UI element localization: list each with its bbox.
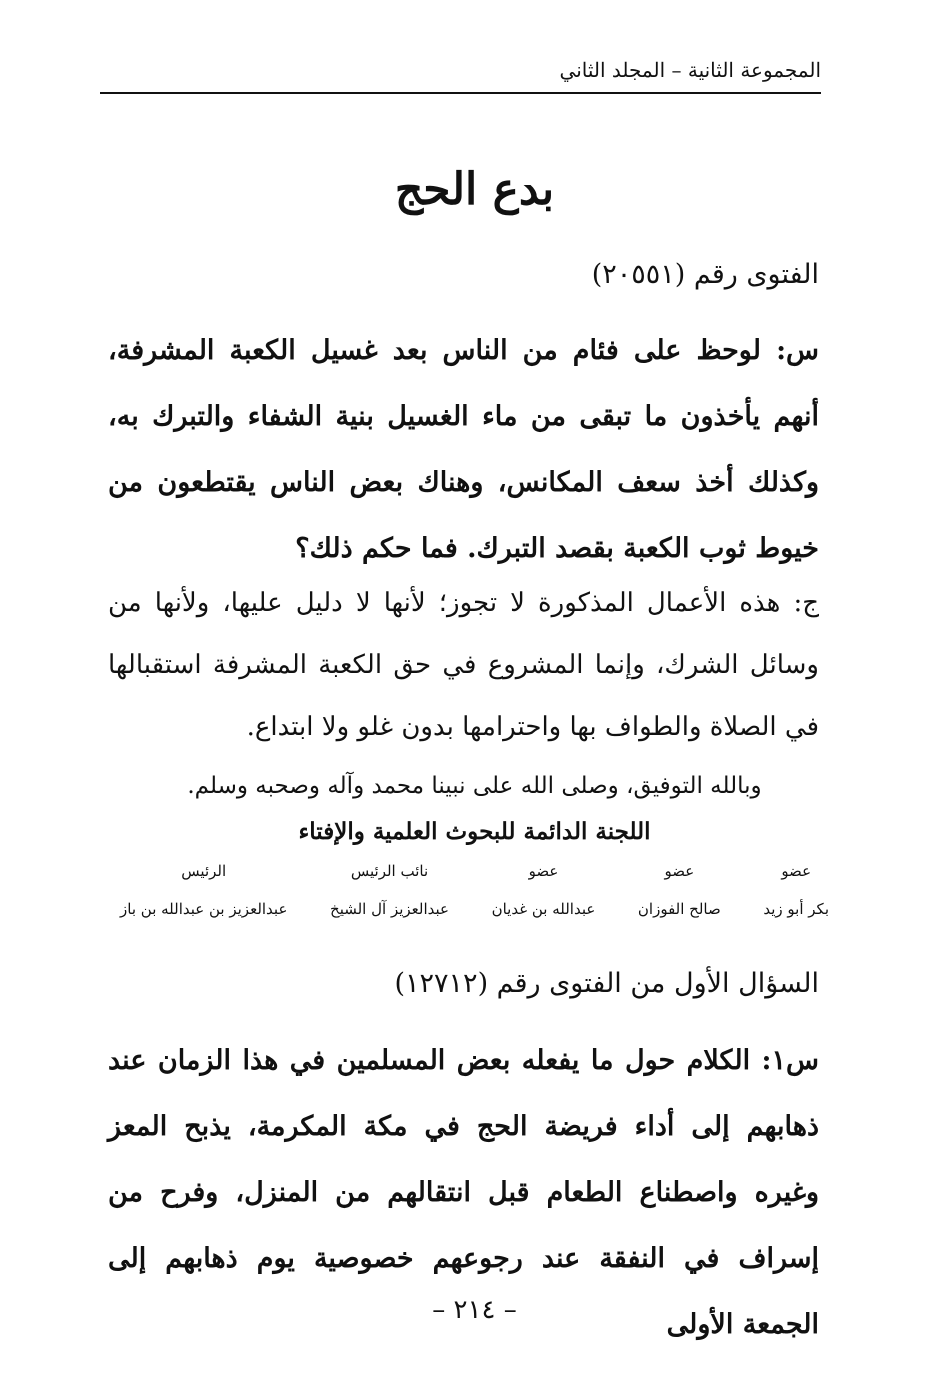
member-role: عضو (664, 862, 695, 880)
member-role: عضو (528, 862, 559, 880)
running-header (100, 52, 821, 94)
fatwa2-question: س١: الكلام حول ما يفعله بعض المسلمين في هذا الزمان عند ذهابهم إلى أداء فريضة الحج في مكة المكرمة، يذبح المعز وغيره واصطناع الطعام قبل انتقالهم من المنزل، وفرح من إسراف في النفقة عند رجوعهم خصوصية يوم ذهابهم إلى الجمعة الأولى (108, 1045, 819, 1340)
fatwa-question: س: لوحظ على فئام من الناس بعد غسيل الكعبة المشرفة، أنهم يأخذون ما تبقى من ماء الغسيل بنية الشفاء والتبرك به، وكذلك أخذ سعف المكانس، وهناك بعض الناس يقتطعون من خيوط ثوب الكعبة بقصد التبرك. فما حكم ذلك؟ (108, 335, 819, 564)
member-name: عبدالعزيز بن عبدالله بن باز (120, 900, 288, 918)
fatwa-answer: ج: هذه الأعمال المذكورة لا تجوز؛ لأنها لا دليل عليها، ولأنها من وسائل الشرك، وإنما المشروع في حق الكعبة المشرفة استقبالها في الصلاة والطواف بها واحترامها بدون غلو ولا ابتداع. (108, 588, 819, 742)
closing-line: وبالله التوفيق، وصلى الله على نبينا محمد وآله وصحبه وسلم. (187, 773, 762, 799)
section-title: بدع الحج (394, 164, 555, 215)
signature-member (492, 852, 596, 928)
member-name: عبدالله بن غديان (491, 900, 596, 918)
header-text: المجموعة الثانية – المجلد الثاني (559, 58, 821, 82)
member-role: عضو (781, 862, 812, 880)
member-role: الرئيس (181, 862, 227, 880)
fatwa-number-label: الفتوى رقم (٢٠٥٥١) (591, 259, 819, 290)
signatures-row (120, 852, 829, 928)
page-number: – ٢١٤ – (432, 1295, 517, 1325)
committee-name: اللجنة الدائمة للبحوث العلمية والإفتاء (298, 818, 651, 845)
member-name: عبدالعزيز آل الشيخ (330, 900, 449, 918)
member-role: نائب الرئيس (350, 862, 429, 880)
member-name: بكر أبو زيد (763, 900, 829, 918)
signature-member (330, 852, 449, 928)
signature-member (638, 852, 721, 928)
signature-member (120, 852, 287, 928)
signature-member (763, 852, 829, 928)
member-name: صالح الفوزان (637, 900, 721, 918)
signatures-table (120, 852, 829, 928)
fatwa2-number-label: السؤال الأول من الفتوى رقم (١٢٧١٢) (394, 968, 819, 999)
